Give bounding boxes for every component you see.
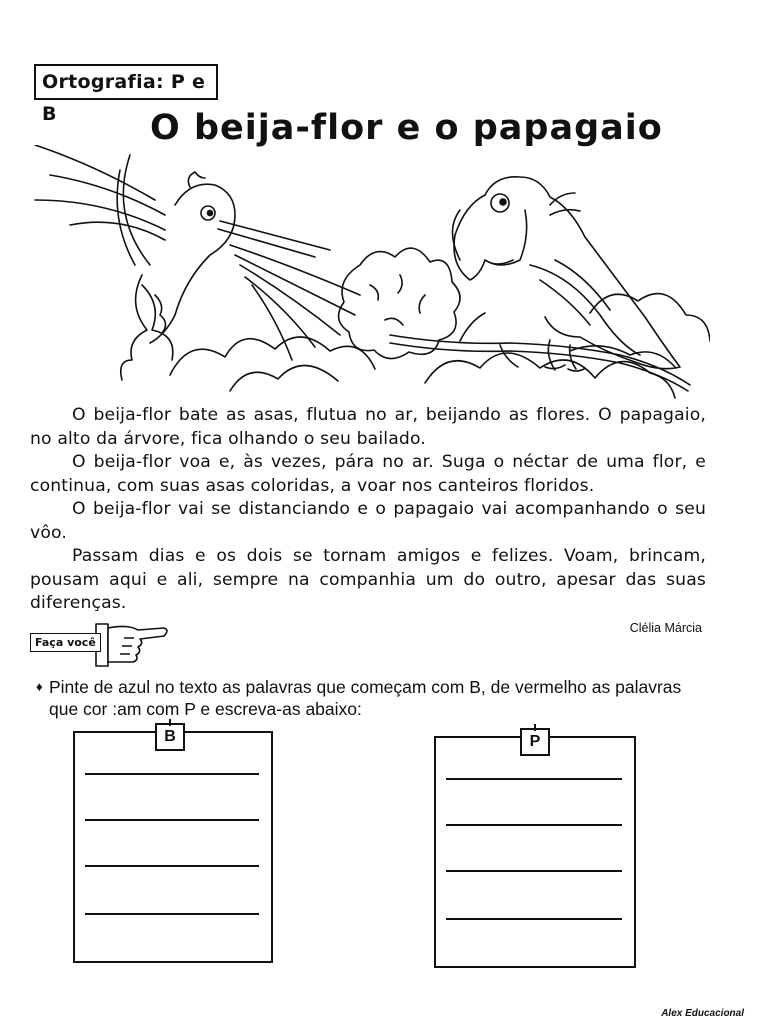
story-paragraph: Passam dias e os dois se tornam amigos e felizes. Voam, brincam, pousam aqui e ali, sempre na companhia um do outro, apesar das suas diferenças. — [30, 546, 706, 613]
topic-label — [34, 64, 218, 125]
writing-line[interactable] — [446, 870, 622, 872]
hummingbird-icon — [35, 145, 360, 380]
writing-line[interactable] — [85, 773, 259, 775]
author-credit: Clélia Márcia — [629, 621, 702, 635]
story-text — [30, 404, 706, 616]
clip-mark — [169, 719, 171, 726]
story-paragraph: O beija-flor vai se distanciando e o papagaio vai acompanhando o seu vôo. — [30, 499, 706, 543]
card-letter-text: P — [529, 733, 541, 750]
publisher-credit: Alex Educacional — [661, 1008, 744, 1019]
instruction-text: Pinte de azul no texto as palavras que começam com B, de vermelho as palavras que cor :am com P e escreva-as abaixo: — [49, 677, 682, 719]
story-illustration — [30, 145, 710, 405]
card-letter — [155, 723, 185, 751]
card-letter-text: B — [164, 728, 176, 745]
bullet-icon: ♦ — [36, 679, 43, 694]
activity-badge — [30, 618, 170, 670]
parrot-icon — [453, 177, 681, 371]
writing-card — [434, 733, 636, 968]
writing-line[interactable] — [446, 824, 622, 826]
story-paragraph: O beija-flor bate as asas, flutua no ar, beijando as flores. O papagaio, no alto da árvore, fica olhando o seu bailado. — [30, 405, 706, 449]
writing-line[interactable] — [446, 778, 622, 780]
writing-line[interactable] — [446, 918, 622, 920]
writing-line[interactable] — [85, 913, 259, 915]
topic-label-text: Ortografia: P e B — [42, 71, 206, 125]
writing-card — [73, 728, 273, 963]
story-paragraph: O beija-flor voa e, às vezes, pára no ar. Suga o néctar de uma flor, e continua, com suas asas coloridas, a voar nos canteiros floridos. — [30, 452, 706, 496]
writing-line[interactable] — [85, 819, 259, 821]
clip-mark — [534, 724, 536, 731]
bush-icon — [170, 248, 710, 398]
activity-badge-label: Faça você — [30, 633, 101, 652]
card-letter — [520, 728, 550, 756]
writing-line[interactable] — [85, 865, 259, 867]
page-title: O beija-flor e o papagaio — [150, 108, 663, 148]
activity-instruction — [36, 676, 708, 720]
